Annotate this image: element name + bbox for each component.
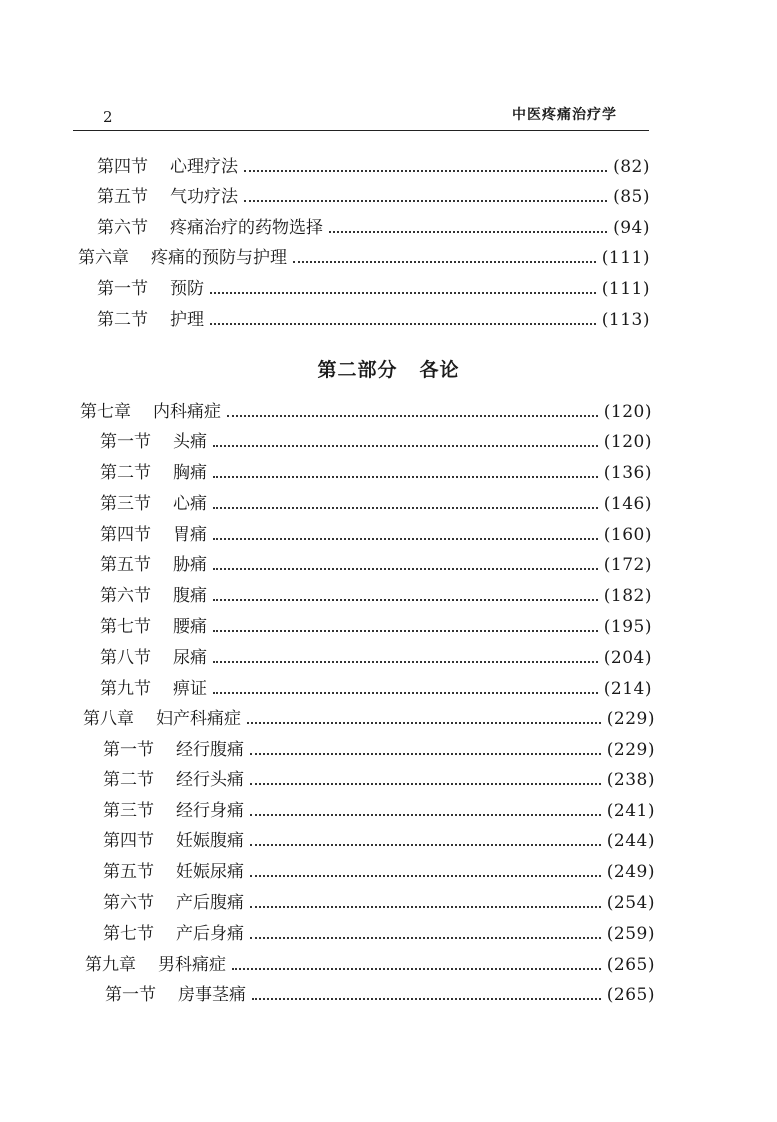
toc-entry-title: 产后腹痛 <box>176 893 244 913</box>
toc-entry-number: 第五节 <box>100 555 151 575</box>
toc-entry-number: 第二节 <box>103 770 154 790</box>
toc-entry-title: 男科痛症 <box>158 955 226 975</box>
toc-entry-page: (120) <box>603 402 652 422</box>
toc-entry-title: 妊娠腹痛 <box>176 831 244 851</box>
dot-leader <box>210 291 596 294</box>
toc-entry-page: (111) <box>601 279 650 299</box>
part-heading-name: 各论 <box>419 359 460 381</box>
toc-entry-page: (195) <box>603 617 652 637</box>
dot-leader <box>247 721 601 724</box>
dot-leader <box>213 567 598 570</box>
toc-entry-number: 第六章 <box>78 248 129 268</box>
toc-entry-page: (229) <box>606 709 655 729</box>
toc-entry-title: 腰痛 <box>173 617 207 637</box>
toc-entry-title: 腹痛 <box>173 586 207 606</box>
toc-entry-number: 第六节 <box>100 586 151 606</box>
toc-entry-page: (182) <box>603 586 652 606</box>
dot-leader <box>250 843 601 846</box>
dot-leader <box>250 874 601 877</box>
toc-entry[interactable] <box>100 553 652 577</box>
toc-entry-page: (82) <box>613 157 650 177</box>
toc-entry-number: 第九节 <box>100 679 151 699</box>
dot-leader <box>244 199 607 202</box>
toc-entry-page: (204) <box>603 648 652 668</box>
toc-entry[interactable] <box>105 983 655 1007</box>
toc-entry-page: (259) <box>606 924 655 944</box>
toc-entry-page: (229) <box>606 740 655 760</box>
dot-leader <box>250 752 601 755</box>
toc-entry-number: 第五节 <box>103 862 154 882</box>
toc-entry-title: 心理疗法 <box>170 157 238 177</box>
toc-entry[interactable] <box>97 155 650 179</box>
toc-entry-title: 胁痛 <box>173 555 207 575</box>
toc-entry[interactable] <box>103 829 655 853</box>
toc-entry-number: 第七节 <box>103 924 154 944</box>
toc-entry[interactable] <box>100 461 652 485</box>
toc-entry[interactable] <box>103 799 655 823</box>
dot-leader <box>213 691 598 694</box>
toc-entry-number: 第一节 <box>97 279 148 299</box>
dot-leader <box>293 260 596 263</box>
toc-entry-number: 第六节 <box>97 218 148 238</box>
toc-entry[interactable] <box>103 860 655 884</box>
dot-leader <box>250 782 601 785</box>
toc-entry-title: 胃痛 <box>173 525 207 545</box>
toc-entry-page: (265) <box>606 955 655 975</box>
toc-entry-number: 第一节 <box>100 432 151 452</box>
toc-entry-number: 第六节 <box>103 893 154 913</box>
toc-entry-title: 疼痛的预防与护理 <box>151 248 287 268</box>
dot-leader <box>227 414 598 417</box>
toc-entry[interactable] <box>100 615 652 639</box>
toc-entry-title: 胸痛 <box>173 463 207 483</box>
dot-leader <box>329 230 607 233</box>
toc-entry-page: (94) <box>613 218 650 238</box>
toc-chapter[interactable] <box>78 246 650 270</box>
toc-entry-number: 第八章 <box>83 709 134 729</box>
dot-leader <box>250 936 601 939</box>
toc-entry-title: 心痛 <box>173 494 207 514</box>
toc-entry-number: 第五节 <box>97 187 148 207</box>
toc-entry-number: 第四节 <box>100 525 151 545</box>
part-heading-part: 第二部分 <box>317 359 398 381</box>
toc-entry-title: 经行腹痛 <box>176 740 244 760</box>
toc-entry-title: 气功疗法 <box>170 187 238 207</box>
toc-entry-number: 第七节 <box>100 617 151 637</box>
toc-entry[interactable] <box>100 523 652 547</box>
toc-entry-page: (146) <box>603 494 652 514</box>
dot-leader <box>210 322 596 325</box>
toc-entry-title: 妇产科痛症 <box>156 709 241 729</box>
toc-entry-page: (113) <box>601 310 650 330</box>
dot-leader <box>213 444 598 447</box>
toc-entry-page: (136) <box>603 463 652 483</box>
toc-entry-page: (249) <box>606 862 655 882</box>
toc-entry-title: 妊娠尿痛 <box>176 862 244 882</box>
dot-leader <box>250 813 601 816</box>
dot-leader <box>250 905 601 908</box>
dot-leader <box>232 967 601 970</box>
toc-entry-number: 第九章 <box>85 955 136 975</box>
toc-entry-title: 产后身痛 <box>176 924 244 944</box>
toc-chapter[interactable] <box>83 707 655 731</box>
toc-entry-page: (85) <box>613 187 650 207</box>
dot-leader <box>213 475 598 478</box>
toc-entry-number: 第二节 <box>97 310 148 330</box>
toc-entry-title: 痹证 <box>173 679 207 699</box>
running-title: 中医疼痛治疗学 <box>512 107 617 123</box>
toc-entry-title: 疼痛治疗的药物选择 <box>170 218 323 238</box>
toc-entry[interactable] <box>100 677 652 701</box>
dot-leader <box>213 506 598 509</box>
toc-entry-page: (238) <box>606 770 655 790</box>
dot-leader <box>213 598 598 601</box>
toc-chapter[interactable] <box>80 400 652 424</box>
toc-entry-title: 头痛 <box>173 432 207 452</box>
toc-entry[interactable] <box>100 646 652 670</box>
toc-entry-page: (214) <box>603 679 652 699</box>
toc-entry-page: (265) <box>606 985 655 1005</box>
toc-entry[interactable] <box>97 185 650 209</box>
toc-entry-page: (160) <box>603 525 652 545</box>
toc-entry-page: (244) <box>606 831 655 851</box>
toc-entry-page: (172) <box>603 555 652 575</box>
toc-entry-title: 护理 <box>170 310 204 330</box>
toc-entry[interactable] <box>97 277 650 301</box>
toc-entry-number: 第四节 <box>97 157 148 177</box>
toc-entry[interactable] <box>103 922 655 946</box>
toc-entry[interactable] <box>100 492 652 516</box>
toc-entry-title: 内科痛症 <box>153 402 221 422</box>
toc-chapter[interactable] <box>85 953 655 977</box>
toc-entry-title: 经行身痛 <box>176 801 244 821</box>
dot-leader <box>213 537 598 540</box>
toc-entry-number: 第七章 <box>80 402 131 422</box>
toc-entry[interactable] <box>97 216 650 240</box>
toc-entry-number: 第一节 <box>103 740 154 760</box>
toc-entry[interactable] <box>103 768 655 792</box>
toc-entry-page: (254) <box>606 893 655 913</box>
part-heading <box>0 355 777 382</box>
page-number: 2 <box>103 108 113 126</box>
toc-entry-title: 经行头痛 <box>176 770 244 790</box>
toc-entry-title: 预防 <box>170 279 204 299</box>
toc-entry-page: (241) <box>606 801 655 821</box>
toc-entry[interactable] <box>97 308 650 332</box>
toc-entry-number: 第三节 <box>100 494 151 514</box>
toc-entry[interactable] <box>100 584 652 608</box>
toc-entry-title: 尿痛 <box>173 648 207 668</box>
toc-entry-number: 第二节 <box>100 463 151 483</box>
toc-entry[interactable] <box>103 891 655 915</box>
toc-entry-number: 第三节 <box>103 801 154 821</box>
toc-entry-number: 第八节 <box>100 648 151 668</box>
toc-entry-page: (120) <box>603 432 652 452</box>
toc-entry-title: 房事茎痛 <box>178 985 246 1005</box>
dot-leader <box>213 629 598 632</box>
dot-leader <box>213 660 598 663</box>
dot-leader <box>252 997 601 1000</box>
toc-entry[interactable] <box>100 430 652 454</box>
toc-entry[interactable] <box>103 738 655 762</box>
toc-entry-number: 第一节 <box>105 985 156 1005</box>
toc-entry-page: (111) <box>601 248 650 268</box>
dot-leader <box>244 169 607 172</box>
toc-entry-number: 第四节 <box>103 831 154 851</box>
